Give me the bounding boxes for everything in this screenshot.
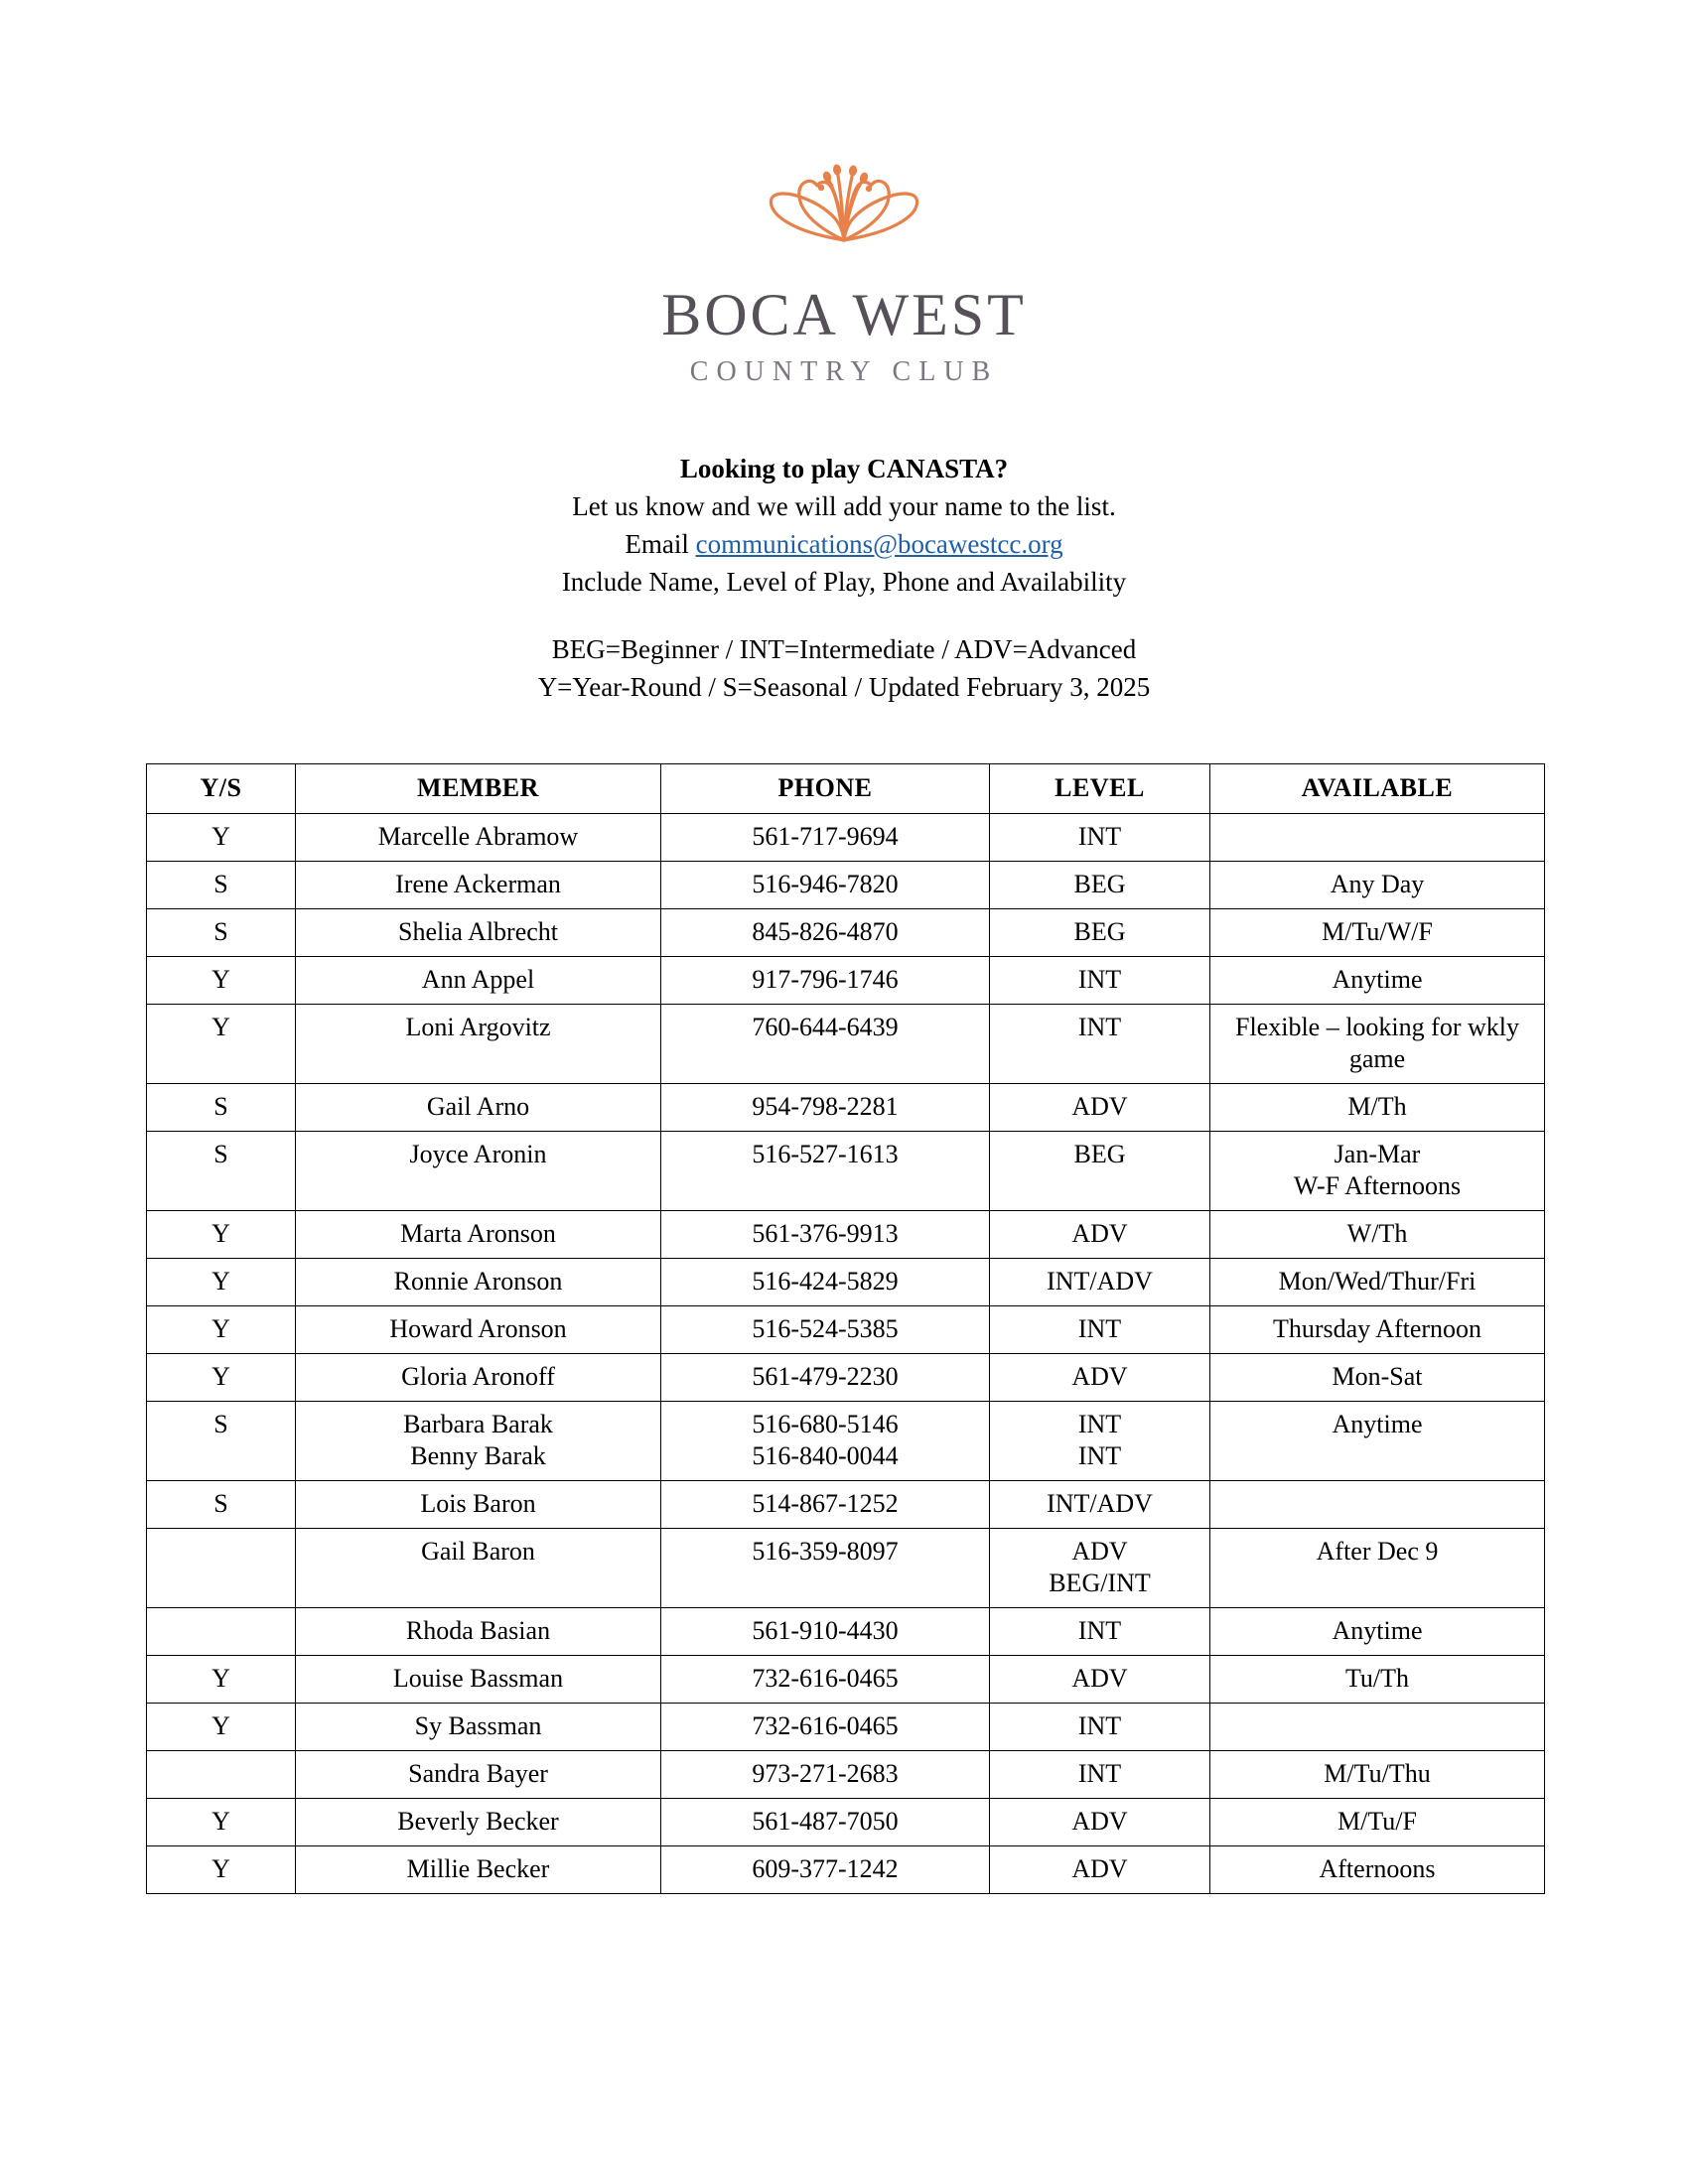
- member-row-cell-level: INT: [990, 1306, 1210, 1354]
- table-row: [147, 1354, 1545, 1402]
- table-row: [147, 862, 1545, 909]
- table-row: [147, 1608, 1545, 1656]
- member-row-cell-available: W/Th: [1210, 1211, 1545, 1259]
- hibiscus-flower-icon: [750, 149, 938, 266]
- table-row: [147, 1211, 1545, 1259]
- member-row-cell-phone: 561-487-7050: [661, 1799, 990, 1846]
- intro-line-include: Include Name, Level of Play, Phone and Availability: [561, 567, 1127, 597]
- table-row: [147, 1084, 1545, 1132]
- member-row-cell-available: Mon/Wed/Thur/Fri: [1210, 1259, 1545, 1306]
- member-row-cell-available: Jan-Mar W-F Afternoons: [1210, 1132, 1545, 1211]
- member-row-cell-ys: Y: [147, 1259, 296, 1306]
- member-row-cell-phone: 973-271-2683: [661, 1751, 990, 1799]
- roster-table-body: [147, 814, 1545, 1894]
- member-row-cell-level: INT: [990, 1608, 1210, 1656]
- member-row-cell-level: INT: [990, 1751, 1210, 1799]
- member-row-cell-phone: 561-376-9913: [661, 1211, 990, 1259]
- table-row: [147, 1481, 1545, 1529]
- member-row-cell-level: ADV: [990, 1656, 1210, 1704]
- member-row-cell-phone: 609-377-1242: [661, 1846, 990, 1894]
- member-row-cell-available: Anytime: [1210, 1608, 1545, 1656]
- table-row: [147, 1799, 1545, 1846]
- member-row-cell-available: M/Tu/F: [1210, 1799, 1545, 1846]
- member-row-cell-phone: 732-616-0465: [661, 1704, 990, 1751]
- member-row-cell-level: INT: [990, 1005, 1210, 1084]
- member-row-cell-name: Sandra Bayer: [296, 1751, 661, 1799]
- member-row-cell-phone: 516-527-1613: [661, 1132, 990, 1211]
- member-row-cell-phone: 561-910-4430: [661, 1608, 990, 1656]
- member-row-cell-ys: Y: [147, 1799, 296, 1846]
- member-row-cell-ys: Y: [147, 957, 296, 1005]
- table-row: [147, 1529, 1545, 1608]
- member-row-cell-available: After Dec 9: [1210, 1529, 1545, 1608]
- legend-season-updated: Y=Year-Round / S=Seasonal / Updated February 3, 2025: [537, 672, 1151, 702]
- column-header-available: AVAILABLE: [1210, 764, 1545, 814]
- intro-line-instruction: Let us know and we will add your name to the list.: [572, 491, 1116, 521]
- member-row-cell-ys: [147, 1529, 296, 1608]
- member-row-cell-name: Ann Appel: [296, 957, 661, 1005]
- member-row-cell-name: Marta Aronson: [296, 1211, 661, 1259]
- member-row-cell-available: Mon-Sat: [1210, 1354, 1545, 1402]
- member-row-cell-name: Irene Ackerman: [296, 862, 661, 909]
- member-row-cell-phone: 516-946-7820: [661, 862, 990, 909]
- member-row-cell-phone: 514-867-1252: [661, 1481, 990, 1529]
- member-row-cell-phone: 760-644-6439: [661, 1005, 990, 1084]
- table-row: [147, 814, 1545, 862]
- table-row: [147, 1132, 1545, 1211]
- logo-subtitle: COUNTRY CLUB: [689, 356, 999, 387]
- member-row-cell-name: Louise Bassman: [296, 1656, 661, 1704]
- roster-table-container: [0, 763, 1688, 1894]
- member-row-cell-name: Gail Arno: [296, 1084, 661, 1132]
- intro-block: [0, 450, 1688, 706]
- member-row-cell-name: Beverly Becker: [296, 1799, 661, 1846]
- member-row-cell-level: INT INT: [990, 1402, 1210, 1481]
- member-row-cell-ys: [147, 1751, 296, 1799]
- member-row-cell-available: Afternoons: [1210, 1846, 1545, 1894]
- member-row-cell-name: Howard Aronson: [296, 1306, 661, 1354]
- intro-headline: Looking to play CANASTA?: [679, 454, 1009, 483]
- member-row-cell-level: ADV: [990, 1084, 1210, 1132]
- table-row: [147, 1005, 1545, 1084]
- table-row: [147, 1751, 1545, 1799]
- member-row-cell-phone: 732-616-0465: [661, 1656, 990, 1704]
- member-row-cell-ys: S: [147, 909, 296, 957]
- table-row: [147, 1402, 1545, 1481]
- member-row-cell-level: BEG: [990, 1132, 1210, 1211]
- member-row-cell-level: INT: [990, 957, 1210, 1005]
- member-row-cell-level: BEG: [990, 862, 1210, 909]
- email-link[interactable]: communications@bocawestcc.org: [695, 529, 1063, 559]
- member-row-cell-available: Flexible – looking for wkly game: [1210, 1005, 1545, 1084]
- member-row-cell-ys: Y: [147, 1846, 296, 1894]
- member-row-cell-name: Lois Baron: [296, 1481, 661, 1529]
- table-row: [147, 1259, 1545, 1306]
- member-row-cell-available: Anytime: [1210, 957, 1545, 1005]
- intro-spacer: [0, 601, 1688, 630]
- member-row-cell-level: ADV: [990, 1354, 1210, 1402]
- logo-wordmark: BOCA WEST: [661, 282, 1027, 347]
- member-row-cell-ys: Y: [147, 1656, 296, 1704]
- member-row-cell-name: Marcelle Abramow: [296, 814, 661, 862]
- member-row-cell-available: Any Day: [1210, 862, 1545, 909]
- member-row-cell-available: [1210, 1481, 1545, 1529]
- member-row-cell-name: Joyce Aronin: [296, 1132, 661, 1211]
- column-header-member: MEMBER: [296, 764, 661, 814]
- table-header-row: [147, 764, 1545, 814]
- member-row-cell-name: Gail Baron: [296, 1529, 661, 1608]
- email-label: Email: [625, 529, 696, 559]
- table-row: [147, 1846, 1545, 1894]
- member-row-cell-ys: Y: [147, 814, 296, 862]
- table-row: [147, 1704, 1545, 1751]
- member-row-cell-available: Anytime: [1210, 1402, 1545, 1481]
- member-row-cell-level: INT: [990, 814, 1210, 862]
- column-header-phone: PHONE: [661, 764, 990, 814]
- member-row-cell-name: Gloria Aronoff: [296, 1354, 661, 1402]
- member-row-cell-phone: 516-359-8097: [661, 1529, 990, 1608]
- member-row-cell-level: ADV: [990, 1799, 1210, 1846]
- member-row-cell-ys: S: [147, 1481, 296, 1529]
- member-row-cell-phone: 954-798-2281: [661, 1084, 990, 1132]
- member-row-cell-level: ADV BEG/INT: [990, 1529, 1210, 1608]
- member-row-cell-ys: S: [147, 1084, 296, 1132]
- table-row: [147, 1306, 1545, 1354]
- member-row-cell-ys: Y: [147, 1306, 296, 1354]
- canasta-roster-table: [146, 763, 1545, 1894]
- member-row-cell-ys: Y: [147, 1354, 296, 1402]
- member-row-cell-phone: 516-680-5146 516-840-0044: [661, 1402, 990, 1481]
- member-row-cell-ys: S: [147, 1402, 296, 1481]
- member-row-cell-name: Millie Becker: [296, 1846, 661, 1894]
- member-row-cell-phone: 917-796-1746: [661, 957, 990, 1005]
- member-row-cell-phone: 561-479-2230: [661, 1354, 990, 1402]
- member-row-cell-name: Rhoda Basian: [296, 1608, 661, 1656]
- member-row-cell-level: ADV: [990, 1211, 1210, 1259]
- member-row-cell-ys: S: [147, 1132, 296, 1211]
- member-row-cell-ys: S: [147, 862, 296, 909]
- member-row-cell-ys: Y: [147, 1005, 296, 1084]
- column-header-level: LEVEL: [990, 764, 1210, 814]
- member-row-cell-name: Sy Bassman: [296, 1704, 661, 1751]
- member-row-cell-available: Tu/Th: [1210, 1656, 1545, 1704]
- member-row-cell-ys: Y: [147, 1211, 296, 1259]
- member-row-cell-name: Ronnie Aronson: [296, 1259, 661, 1306]
- intro-line-email: [0, 525, 1688, 563]
- member-row-cell-available: M/Tu/Thu: [1210, 1751, 1545, 1799]
- member-row-cell-available: [1210, 1704, 1545, 1751]
- member-row-cell-available: [1210, 814, 1545, 862]
- member-row-cell-phone: 561-717-9694: [661, 814, 990, 862]
- member-row-cell-level: INT/ADV: [990, 1259, 1210, 1306]
- member-row-cell-phone: 516-424-5829: [661, 1259, 990, 1306]
- club-logo: [0, 0, 1688, 388]
- member-row-cell-available: M/Th: [1210, 1084, 1545, 1132]
- table-row: [147, 957, 1545, 1005]
- table-row: [147, 1656, 1545, 1704]
- member-row-cell-level: BEG: [990, 909, 1210, 957]
- legend-levels: BEG=Beginner / INT=Intermediate / ADV=Advanced: [551, 634, 1137, 664]
- member-row-cell-ys: Y: [147, 1704, 296, 1751]
- member-row-cell-name: Shelia Albrecht: [296, 909, 661, 957]
- table-row: [147, 909, 1545, 957]
- member-row-cell-ys: [147, 1608, 296, 1656]
- member-row-cell-level: INT/ADV: [990, 1481, 1210, 1529]
- member-row-cell-available: Thursday Afternoon: [1210, 1306, 1545, 1354]
- member-row-cell-name: Loni Argovitz: [296, 1005, 661, 1084]
- member-row-cell-available: M/Tu/W/F: [1210, 909, 1545, 957]
- member-row-cell-level: INT: [990, 1704, 1210, 1751]
- member-row-cell-name: Barbara Barak Benny Barak: [296, 1402, 661, 1481]
- member-row-cell-phone: 516-524-5385: [661, 1306, 990, 1354]
- member-row-cell-phone: 845-826-4870: [661, 909, 990, 957]
- column-header-ys: Y/S: [147, 764, 296, 814]
- member-row-cell-level: ADV: [990, 1846, 1210, 1894]
